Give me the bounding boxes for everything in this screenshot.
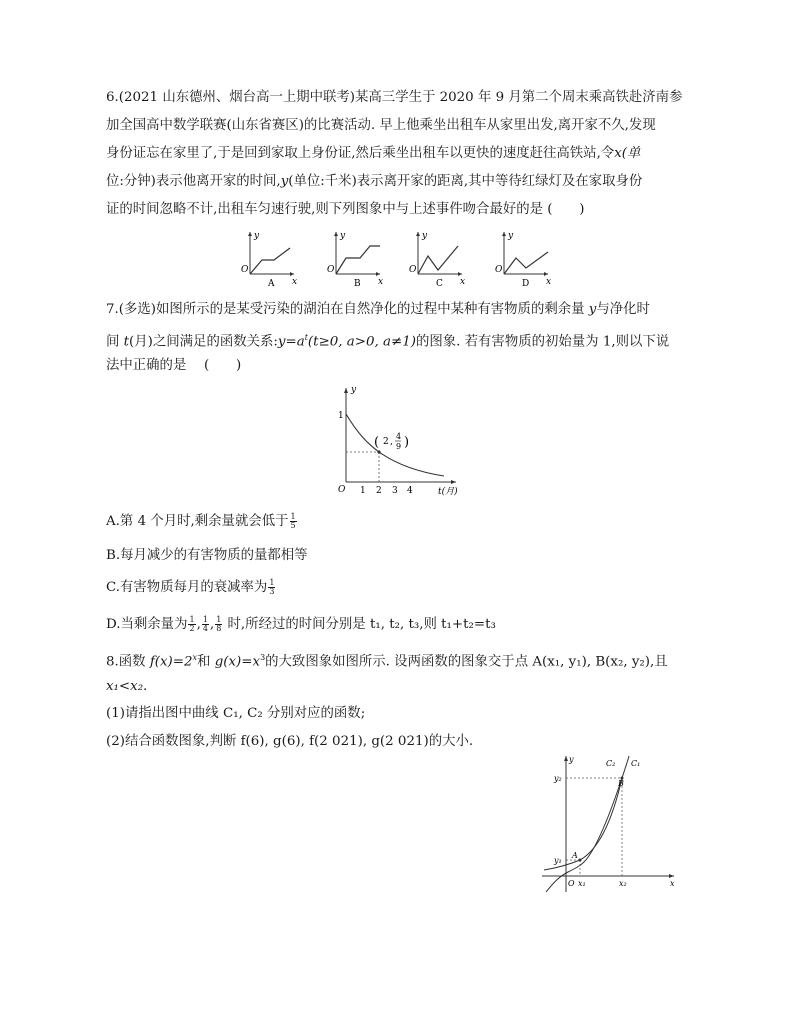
q7-point-num: 4 [396,432,402,441]
q7-line-2 [106,328,669,352]
svg-text:): ) [404,435,410,450]
q7-point-x: 2 [383,437,389,447]
q8-label-y1: y₁ [554,856,562,865]
q6-b-y-label: y [340,231,346,241]
q7-d-f3-num: 1 [216,615,222,624]
q7-option-d: D.当剩余量为 $\frac{1}{2}$ , $\frac{1}{4}$ , $\frac{1}{8}$ 时,所经过的时间分别是 t₁, t₂, t₃,则 t₁+t₂=t₃ [106,615,496,633]
q7-decay-curve [346,414,444,476]
q7-point-den: 9 [396,442,402,451]
q7-line-2-t: t [123,334,130,350]
q7-formula: y=a [277,334,305,350]
q6-line-3-text: 身份证忘在家里了,于是回到家取上身份证,然后乘坐出租车以更快的速度赶往高铁站,令 [106,146,615,161]
q6-line-3 [106,144,640,164]
q8-origin: O [568,879,575,888]
q7-y-axis-label: y [351,385,357,395]
q8-x-axis: x [670,879,675,888]
q7-option-c-num: 1 [269,578,275,587]
q7-y-intercept: 1 [338,411,344,421]
q7-point [377,450,380,453]
q6-line-4 [106,172,642,192]
q7-line-2-tail: 的图象. 若有害物质的初始量为 1,则以下说 [415,334,670,350]
q6-c-origin: O [409,265,417,275]
q8-line-1-tail: 的大致图象如图所示. 设两函数的图象交于点 A(x₁, y₁), B(x₂, y₂),且 [265,654,668,670]
q7-x-axis-label: t(月) [438,487,458,497]
q8-label-a: A [572,851,578,860]
q6-line-5: 证的时间忽略不计,出租车匀速行驶,则下列图象中与上述事件吻合最好的是 ( ) [106,202,585,217]
svg-text:,: , [390,437,393,447]
q8-f-sup: x [192,653,198,662]
q7-line-3: 法中正确的是 ( ) [106,358,242,373]
q7-origin: O [338,485,346,495]
q6-graph-d [490,226,554,288]
q6-var-y: y [280,174,289,189]
q6-line-1: 6.(2021 山东德州、烟台高一上期中联考)某高三学生于 2020 年 9 月第二个周末乘高铁赴济南参 [106,90,683,105]
q7-option-c-text: C.有害物质每月的衰减率为 [106,580,268,595]
q8-label-b: B [618,779,624,788]
q6-graph-b [322,226,386,288]
q8-and: 和 [197,654,215,670]
q6-c-y-label: y [422,231,428,241]
q7-option-a-den: 5 [290,521,296,530]
q6-graph-a [236,226,300,288]
q7-d-f2-den: 4 [202,624,208,633]
q7-option-d-tail: 时,所经过的时间分别是 t₁, t₂, t₃,则 t₁+t₂=t₃ [223,617,496,632]
q7-option-c [106,578,276,598]
q7-formula-sup: t [304,333,308,342]
q7-option-b: B.每月减少的有害物质的量都相等 [106,548,308,563]
q8-line-4: (2)结合函数图象,判断 f(6), g(6), f(2 021), g(2 021)的大小. [106,734,474,749]
q8-g-sup: 3 [260,653,266,662]
q7-tick-1: 1 [360,486,366,496]
q6-a-x-label: x [292,277,298,287]
q7-option-d-text: D.当剩余量为 [106,617,188,632]
q7-d-f1-num: 1 [189,615,195,624]
q6-d-y-label: y [508,231,514,241]
q6-a-label: A [268,279,275,288]
q6-graph-c [404,226,468,288]
q7-option-c-frac [268,579,275,596]
q6-a-origin: O [241,265,249,275]
q7-decay-graph [334,382,464,498]
q8-line-1 [106,648,668,672]
q6-var-x-unit: x(单 [614,146,641,161]
q8-g-def: g(x)=x [214,654,261,670]
q7-d-f2-num: 1 [202,615,208,624]
q7-line-1 [106,300,650,320]
q7-line-1-tail: 与净化时 [596,302,650,317]
q7-line-2-a: 间 [106,334,124,350]
q7-d-f3-den: 8 [216,624,222,633]
q6-b-x-label: x [378,277,384,287]
q8-label-x2: x₂ [619,879,627,888]
q8-label-c1: C₁ [631,759,641,768]
q8-f-def: f(x)=2 [149,654,193,670]
q7-line-1-text: 7.(多选)如图所示的是某受污染的湖泊在自然净化的过程中某种有害物质的剩余量 [106,302,585,317]
q8-intersection-graph [538,752,680,896]
q6-c-x-label: x [460,277,466,287]
q8-line-1-a: 8.函数 [106,654,150,670]
svg-text:(: ( [374,435,380,450]
q7-option-a [106,512,298,532]
q6-a-y-label: y [254,231,260,241]
q8-line-3: (1)请指出图中曲线 C₁, C₂ 分别对应的函数; [106,706,366,721]
q7-option-d-frac1 [188,616,195,633]
q8-line-2: x₁<x₂. [106,679,148,694]
q7-condition: (t≥0, a>0, a≠1) [307,334,416,350]
q8-point-a [579,859,582,862]
q6-d-origin: O [495,265,503,275]
q8-y-axis: y [569,755,574,764]
q7-option-c-den: 3 [269,587,275,596]
q6-line-2: 加全国高中数学联赛(山东省赛区)的比赛活动. 早上他乘坐出租车从家里出发,离开家不久,发现 [106,118,656,133]
q6-c-label: C [436,279,443,288]
q8-label-x1: x₁ [578,879,586,888]
q7-option-d-frac2 [202,616,209,633]
q8-label-c2: C₂ [606,759,616,768]
q6-line-4-text: 位:分钟)表示他离开家的时间, [106,174,281,189]
q6-d-x-label: x [546,277,552,287]
q7-line-1-var: y [588,302,597,317]
q7-option-a-frac [290,513,297,530]
q7-tick-2: 2 [376,486,382,496]
q6-line-4-tail: (单位:千米)表示离开家的距离,其中等待红绿灯及在家取身份 [288,174,643,189]
q6-b-origin: O [327,265,335,275]
q8-label-y2: y₂ [554,774,562,783]
q6-d-label: D [522,279,530,288]
q7-option-d-frac3 [215,616,222,633]
q7-line-2-b: (月)之间满足的函数关系: [129,334,278,350]
q7-option-a-text: A.第 4 个月时,剩余量就会低于 [106,514,289,529]
q7-tick-3: 3 [392,486,398,496]
q7-d-f1-den: 2 [189,624,195,633]
q6-b-label: B [354,279,361,288]
q7-tick-4: 4 [407,486,413,496]
q7-option-a-num: 1 [290,512,296,521]
